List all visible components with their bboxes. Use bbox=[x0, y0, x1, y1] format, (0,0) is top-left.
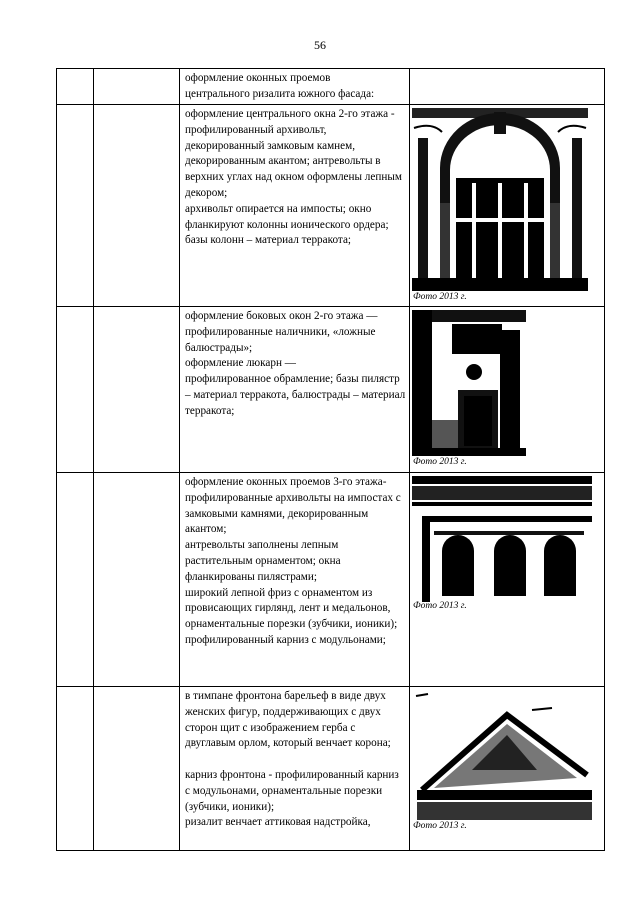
side-window-photo bbox=[412, 310, 526, 456]
index-cell bbox=[57, 473, 94, 687]
page-number: 56 bbox=[314, 38, 326, 52]
photo-cell bbox=[410, 473, 605, 687]
photo-caption: Фото 2013 г. bbox=[413, 821, 467, 831]
third-floor-windows-photo bbox=[412, 476, 592, 602]
photo-caption: Фото 2013 г. bbox=[413, 457, 467, 467]
photo-cell bbox=[410, 687, 605, 851]
element-cell bbox=[94, 687, 180, 851]
table-row bbox=[57, 687, 605, 851]
photo-cell bbox=[410, 307, 605, 473]
element-cell bbox=[94, 69, 180, 105]
element-cell bbox=[94, 307, 180, 473]
table-row bbox=[57, 473, 605, 687]
description-cell: оформление боковых окон 2-го этажа — профилированные наличники, «ложные балюстрады»; оформление люкарн — профилированное обрамление; базы пилястр – материал терракота, балюстрады – материал терракота; bbox=[180, 307, 410, 473]
description-cell: оформление оконных проемов центрального ризалита южного фасада: bbox=[180, 69, 410, 105]
index-cell bbox=[57, 307, 94, 473]
description-cell: оформление оконных проемов 3-го этажа- профилированные архивольты на импостах с замковыми камнями, декорированным акантом; антревольты заполнены лепным растительным орнаментом; окна фланкированы пилястрами; широкий лепной фриз с орнаментом из провисающих гирлянд, лент и медальонов, орнаментальные порезки (зубчики, ионики); профилированный карниз с модульонами; bbox=[180, 473, 410, 687]
table-row bbox=[57, 105, 605, 307]
photo-cell bbox=[410, 69, 605, 105]
description-cell: оформление центрального окна 2-го этажа - профилированный архивольт, декорированный замковым камнем, декорированным акантом; антревольты в верхних углах над окном оформлены лепным декором; архивольт опирается на импосты; окно фланкируют колонны ионического ордера; базы колонн – материал терракота; bbox=[180, 105, 410, 307]
photo-cell bbox=[410, 105, 605, 307]
index-cell bbox=[57, 105, 94, 307]
element-cell bbox=[94, 105, 180, 307]
index-cell bbox=[57, 69, 94, 105]
table-row bbox=[57, 69, 605, 105]
table-row bbox=[57, 307, 605, 473]
photo-caption: Фото 2013 г. bbox=[413, 292, 467, 302]
photo-caption: Фото 2013 г. bbox=[413, 601, 467, 611]
pediment-photo bbox=[412, 690, 592, 820]
description-cell: в тимпане фронтона барельеф в виде двух женских фигур, поддерживающих с двух сторон щит с изображением герба с двуглавым орлом, который венчает корона; карниз фронтона - профилированный карниз с модульонами, орнаментальные порезки (зубчики, ионики); ризалит венчает аттиковая надстройка, bbox=[180, 687, 410, 851]
arched-window-photo bbox=[412, 108, 588, 291]
element-cell bbox=[94, 473, 180, 687]
heritage-description-table bbox=[56, 68, 605, 851]
index-cell bbox=[57, 687, 94, 851]
